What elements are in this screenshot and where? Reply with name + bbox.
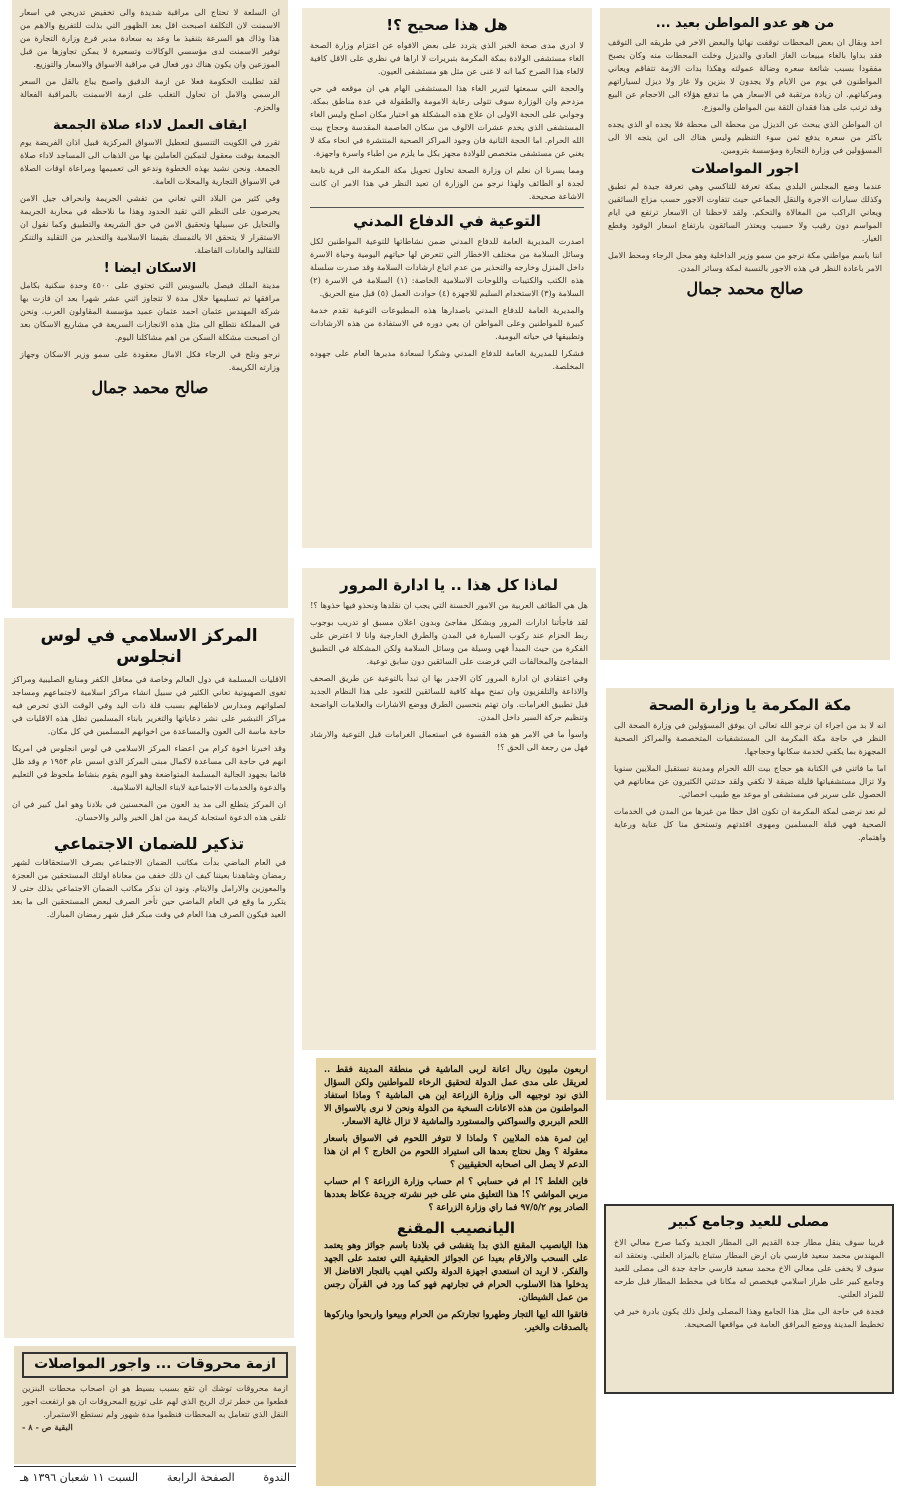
- article-text: ومما يسرنا ان نعلم ان وزارة الصحة تحاول تحويل مكة المكرمة الى قرية تابعة لجدة او الطائف ولهذا نرجو من الوزارة ان تعيد النظر في هذا الامر ان كانت الاشاعة صحيحة.: [310, 164, 584, 201]
- article-text: لقد تطلبت الحكومة فعلا عن ازمة الدقيق واصبح يباع بالقل من السعر الرسمي والامل ان تحاول التغلب على ازمة الاسمنت بالمراقبة الفعالة والحزم.: [20, 76, 280, 112]
- article-text: اننا باسم مواطني مكة نرجو من سمو وزير الداخلية وهو محل الرجاء ومحط الامل الامر باعادة النظر في هذه الاجور بالنسبة لمكة وسائر المدن.: [608, 250, 882, 274]
- article-text: وفي اعتقادي ان ادارة المرور كان الاجدر بها ان تبدأ بالتوعية عن طريق الصحف والاذاعة والتلفزيون وان تمنح مهلة كافية للسائقين للتعود على هذا النظام الجديد قبل تطبيق الغرامات. وان تهتم بتحسين الطرق ووضع الاشارات والعلامات الواضحة وتنظيم حركة السير داخل المدن.: [310, 672, 588, 722]
- section-headline: اليانصيب المقنع: [396, 1219, 516, 1237]
- newspaper-footer: [14, 1466, 296, 1490]
- article-headline: التوعية في الدفاع المدني: [353, 211, 541, 230]
- article-text: وقد اخبرنا اخوة كرام من اعضاء المركز الاسلامي في لوس انجلوس في امريكا انهم في حاجة الى مساعدة لاكمال مبنى المركز الذي اسس عام ١٩٥٣ م وقد ظل قائما بجهود الجالية المسلمة المتواضعة وهو اليوم يقوم بنشاط ملحوظ في التعليم والدعوة والخدمات الاجتماعية لابناء الجالية الاسلامية.: [12, 742, 286, 792]
- article-text: ان المركز يتطلع الى مد يد العون من المحسنين في بلادنا وهو امل كبير في ان تلقى هذه الدعوة استجابة كريمة من اهل الخير والبر والاحسان.: [12, 798, 286, 822]
- article-headline: ازمة محروقات ... واجور المواصلات: [34, 1356, 276, 1372]
- article-text: ان السلعة لا تحتاج الى مراقبة شديدة والى تخفيض تدريجي في اسعار الاسمنت لان التكلفة اصبحت اقل بعد الظهور التي بذلت للتفريغ والاهم من هذا وذاك هو السرعة بتنفيذ ما وعد به سعادة مدير فرع وزارة التجارة من توفير الاسمنت لدى مؤسسي الوكالات وتسعيرة لا يمكن تجاوزها من قبل الموزعين وان يكون هناك دور فعال في مراقبة الاسواق والاسعار والتوزيع.: [20, 7, 280, 69]
- article-text: واسوأ ما في الامر هو هذه القسوة في استعمال الغرامات قبل التوعية والارشاد فهل من رجعة الى الحق ؟!: [310, 728, 588, 752]
- article-text: فجدة في حاجة الى مثل هذا الجامع وهذا المصلى ولعل ذلك يكون بادرة خير في تخطيط المدينة ووضع المرافق العامة في مواقعها الصحيحة.: [614, 1305, 884, 1329]
- clipping-fuel-and-transport: [600, 8, 890, 660]
- publication-date: السبت ١١ شعبان ١٣٩٦ هـ: [20, 1471, 139, 1484]
- article-headline: مصلى للعيد وجامع كبير: [668, 1214, 830, 1230]
- article-text: اربعون مليون ريال اعانة لربى الماشية في منطقة المدينة فقط .. لعريقل على مدى عمل الدولة لتحقيق الرخاء للمواطنين ولكن السؤال الذي نود توجيهه الى وزارة الزراعة اين هي الماشية ؟ وماذا استفاد المواطنون من هذه الاعانات السخية من الدولة ونحن لا نرى بالاسواق الا اللحم البربري والسواكني والمستورد والماشية لا تزال غالية الاسعار.: [324, 1065, 588, 1127]
- section-headline: اجور المواصلات: [691, 161, 799, 178]
- article-text: تقرر في الكويت التنسيق لتعطيل الاسواق المركزية قبيل اذان الفريضة يوم الجمعة بوقت معقول لتمكين العاملين بها من الذهاب الى المساجد لاداء صلاة الجمعة. ونحن نشيد بهذه الخطوة وندعو الى تعميمها ومراعاة اوقات الصلاة في الاسواق التجارية والمحلات العامة.: [20, 137, 280, 186]
- section-headline: الاسكان ايضا !: [103, 261, 197, 276]
- section-headline: تذكير للضمان الاجتماعي: [53, 833, 245, 853]
- article-text: مدينة الملك فيصل بالسويس التي تحتوي على ٤٥٠٠ وحدة سكنية بكامل مرافقها تم تسليمها خلال مدة لا تتجاوز اثني عشر شهرا بعد ان فازت بها شركة المهندس عثمان احمد عثمان عميد مؤسسة المقاولون العرب. ونحن في المملكة نتطلع الى مثل هذه الانجازات السريعة في مشاريع الاسكان بعد ان اصبحت مشكلة السكن من اهم مشاكلنا اليوم.: [20, 280, 281, 342]
- article-text: والحجة التي سمعتها لتبرير الغاء هذا المستشفى الهام هي ان موقعه في حي مزدحم وان الوزارة سوف تتولى رعاية الامومة والطفولة في عدة مناطق بمكة. وجوابي على الحجة الاولى ان علاج هذه المشكلة هو اختيار مكان اصلح وليس الغاء المستشفى الذي يخدم عشرات الالوف من سكان العاصمة المقدسة وحجاج بيت الله الحرام. اما الحجة الثانية فان وجود المراكز الصحية المنتشرة في انحاء مكة لا يغني عن مستشفى متخصص للولادة مجهز بكل ما يلزم من اطباء واسرة واجهزة.: [310, 82, 584, 158]
- article-text: قريبا سوف ينقل مطار جدة القديم الى المطار الجديد وكما صرح معالي الاخ المهندس محمد سعيد فارسي بان ارض المطار ستباع بالمزاد العلني. ونعتقد انه سوف لا يخفى على معالي الاخ محمد سعيد فارسي حاجة جدة الى مصلى للعيد وجامع كبير على طراز اسلامي فيخصص له مكانا في مخطط المطار قبل طرحه للمزاد العلني.: [614, 1236, 884, 1299]
- article-headline: هل هذا صحيح ؟!: [386, 16, 508, 34]
- article-text: نرجو ونلح في الرجاء فكل الامال معقودة على سمو وزير الاسكان وجهاز وزارته الكريمة.: [20, 349, 280, 372]
- article-text: انه لا بد من اجراء ان نرجو الله تعالى ان يوفق المسؤولين في وزارة الصحة الى النظر في حاجة مكة المكرمة الى المستشفيات المتخصصة والمراكز الصحية المجهزة بما يكفي لخدمة سكانها وحجاجها.: [614, 719, 886, 756]
- page-number: الصفحة الرابعة: [166, 1471, 235, 1484]
- clipping-economy-prayer-housing: [12, 0, 288, 608]
- article-text: وفي كثير من البلاد التي تعاني من تفشي الجريمة وانحراف جيل الامن يحرصون على النظم التي تقيد الحدود وهذا ما نلاحظه في محاربة الجريمة والتحايل عن سبيلها وتحقيق الامن في حق الشريعة والتطبيق وكما نقول ان الاستقرار لا يتحقق الا بالتمسك بقيمنا الاسلامية والتحذير من التقليد والتنكر للتقاليد والعادات الفاضلة.: [20, 193, 280, 255]
- section-headline: ايقاف العمل لاداء صلاة الجمعة: [53, 118, 247, 133]
- clipping-traffic-department: [302, 568, 596, 1050]
- article-text: اصدرت المديرية العامة للدفاع المدني ضمن نشاطاتها للتوعية المواطنين لكل وسائل السلامة من مختلف الاخطار التي تتعرض لها حياتهم اليومية وحياة الاسرة داخل المنزل وخارجه والتحذير من عدم اتباع ارشادات السلامة وقد صدرت سلسلة هذه الكتب والكتيبات واللوحات الاسلامية الخاصة: (١) السلامة في الاسرة (٢) السلامة و(٣) الاستخدام السليم للاجهزة (٤) حوادث العمل (٥) قبل منع الحريق.: [309, 235, 584, 298]
- article-text: لا ادري مدى صحة الخبر الذي يتردد على بعض الافواه عن اعتزام وزارة الصحة الغاء مستشفى الولادة بمكة المكرمة بتبريرات لا اراها في نظري على الاقل كافية لالغاء هذا الصرح كما انه لا غنى عن مثل هو مستشفى العيون.: [310, 39, 584, 76]
- article-text: في العام الماضي بدأت مكاتب الضمان الاجتماعي بصرف الاستحقاقات لشهر رمضان وشاهدنا بعيننا كيف ان ذلك خفف من معاناة اولئك المستحقين من العجزة والمعوزين والارامل والايتام. ونود ان نذكر مكاتب الضمان الاجتماعي بذلك حتى لا يتكرر ما وقع في العام الماضي حين تأخر الصرف لبعض المستحقين الى ما بعد العيد فيكون الصرف هذا العام في وقت مبكر قبل شهر رمضان المبارك.: [12, 856, 286, 919]
- clipping-eid-mosque: [604, 1204, 894, 1394]
- article-text: اما ما فاتني في الكتابة هو حجاج بيت الله الحرام ومدينة تستقبل الملايين سنويا ولا تزال مستشفياتها قليلة ضيقة لا تكفي ولقد حدثني الكثيرون عن معاناتهم في الحصول على سرير في مستشفى او موعد مع طبيب اخصائي.: [614, 762, 886, 799]
- continued-note: البقية ص - ٨ -: [22, 1421, 73, 1432]
- article-text: اين ثمرة هذه الملايين ؟ ولماذا لا تتوفر اللحوم في الاسواق باسعار معقولة ؟ وهل نحتاج بعدها الى استيراد اللحوم من الخارج ؟ ام ان هذا الدعم لا يصل الى اصحابه الحقيقيين ؟: [324, 1134, 588, 1170]
- article-text: عندما وضع المجلس البلدي بمكة تعرفة للتاكسي وهي تعرفة جيدة لم تطبق وكذلك سيارات الاجرة والنقل الجماعي حيث تتفاوت الاجور حسب مزاج السائقين ويعاني الراكب من المغالاة والتحكم. ولقد لاحظنا ان الاسعار ترتفع في ايام المواسم دون رقيب ولا حسيب ويعتذر السائقون بارتفاع اسعار الوقود وقطع الغيار.: [608, 181, 882, 244]
- article-text: ان المواطن الذي يبحث عن الديزل من محطة الى محطة فلا يجده او الذي يجده باكثر من سعره يدفع ثمن سوء التنظيم وليس هناك الى اين يتجه الا الى المسؤولين في وزارة التجارة ومؤسسة بترومين.: [608, 119, 882, 156]
- article-text: فاين الغلط ؟! ام في حسابي ؟ ام حساب وزارة الزراعة ؟ ام حساب مربي المواشي ؟! هذا التعليق مني على خبر نشرته جريدة عكاظ بعددها الصادر يوم ٩٧/٥/٢ فما راي وزارة الزراعة ؟: [324, 1177, 588, 1213]
- article-text: لم نعد نرضى لمكة المكرمة ان تكون اقل حظا من غيرها من المدن في الخدمات الصحية فهي قبلة المسلمين ومهوى افئدتهم وتستحق منا كل عناية ورعاية واهتمام.: [614, 805, 886, 842]
- author-signature: صالح محمد جمال: [686, 279, 804, 299]
- newspaper-name: الندوة: [263, 1471, 290, 1484]
- article-text: احد وبقال ان بعض المحطات توقفت نهائيا والبعض الاخر في طريقه الى التوقف فقد بداوا بالغاء مبيعات الغاز العادي والديزل وخلت المحطات منه وكان يصبح مفقودا بسبب شائعة سعره وضالة عمولته وهكذا بدات الازمة تتفاقم ويعاني المواطنون في يوم من الايام ولا يجدون لا بنزين ولا غاز ولا ديزل لسياراتهم ومركباتهم. ان زيادة مرتقبة في الاسعار هي ما تدفع هؤلاء الى الاحجام عن البيع وقد ترتب على هذا فقدان الثقة بين المواطن والموزع.: [608, 37, 882, 113]
- article-text: والمديرية العامة للدفاع المدني باصدارها هذه المطبوعات التوعية تقدم خدمة كبيرة للمواطنين وعلى المواطن ان يعي دوره في الاستفادة من هذه الارشادات وتطبيقها في حياته اليومية.: [310, 304, 584, 341]
- article-headline: المركز الاسلامي في لوس انجلوس: [40, 626, 258, 668]
- article-text: هل هي الطائف العربية من الامور الحسنة التي يجب ان نقلدها ونحذو فيها حذوها ؟!: [310, 599, 588, 610]
- article-headline: مكة المكرمة يا وزارة الصحة: [648, 696, 852, 714]
- clipping-fuel-crisis: [14, 1346, 296, 1464]
- article-text: فاتقوا الله ايها التجار وطهروا تجارتكم من الحرام وبيعوا واربحوا وباركوها بالصدقات والخير.: [324, 1310, 588, 1333]
- article-headline: لماذا كل هذا .. يا ادارة المرور: [339, 576, 559, 594]
- divider: [310, 207, 584, 208]
- author-signature: صالح محمد جمال: [91, 378, 209, 397]
- article-text: هذا اليانصيب المقنع الذي بدا يتفشى في بلادنا باسم جوائز وهو يعتمد على السحب والارقام بعيدا عن الجوائز الحقيقية التي تعتمد على الجهد والفكر. لا اريد ان استعدي اجهزة الدولة ولكني اهيب بالتجار الافاضل الا يدخلوا هذا الاسلوب الحرام في تجارتهم فهو كما ورد في القرآن رجس من عمل الشيطان.: [324, 1241, 588, 1303]
- clipping-livestock-and-lottery: [316, 1058, 596, 1486]
- article-text: فشكرا للمديرية العامة للدفاع المدني وشكرا لسعادة مديرها العام على جهوده المخلصة.: [310, 347, 584, 371]
- headline-box: [22, 1352, 288, 1378]
- article-headline: من هو عدو المواطن بعيد ...: [655, 16, 835, 31]
- article-text: ازمة محروقات توشك ان تقع بسبب بسيط هو ان اصحاب محطات البنزين قطعوا من خطر ترك الربح الذي لهم على توزيع المحروقات ان هو ارتفعت اجور النقل الذي تتعامل به المحطات فنظموا مدة شهور ولم نستطع الاستمرار.: [22, 1382, 288, 1419]
- article-text: لقد فاجأتنا ادارات المرور وبشكل مفاجئ وبدون اعلان مسبق او تدريب بوجوب ربط الحزام عند ركوب السيارة في المدن والطرق الخارجية وانا لا اعترض على الفكرة من حيث المبدأ فهي وسيلة من وسائل السلامة ولكن المشكلة في التطبيق المفاجئ والمخالفات التي فرضت على السائقين دون سابق توعية.: [310, 616, 588, 666]
- clipping-islamic-center: [4, 618, 294, 1338]
- article-text: الاقليات المسلمة في دول العالم وخاصة في معاقل الكفر ومنابع الصليبية ومراكز تغوى الصهيونية تعاني الكثير في سبيل انشاء مراكز اسلامية لاجتماعهم ومساجد لصلواتهم ومدارس لاطفالهم بسبب قلة ذات اليد وفي الوقت الذي تحرص فيه مراكز التبشير على نشر دعاياتها والتغرير بابناء المسلمين تظل هذه الاقليات في حاجة ماسة الى العون والمساعدة من اخوانهم المسلمين في كل مكان.: [12, 673, 286, 736]
- clipping-makkah-health: [606, 688, 894, 1100]
- clipping-is-this-true: [302, 8, 592, 548]
